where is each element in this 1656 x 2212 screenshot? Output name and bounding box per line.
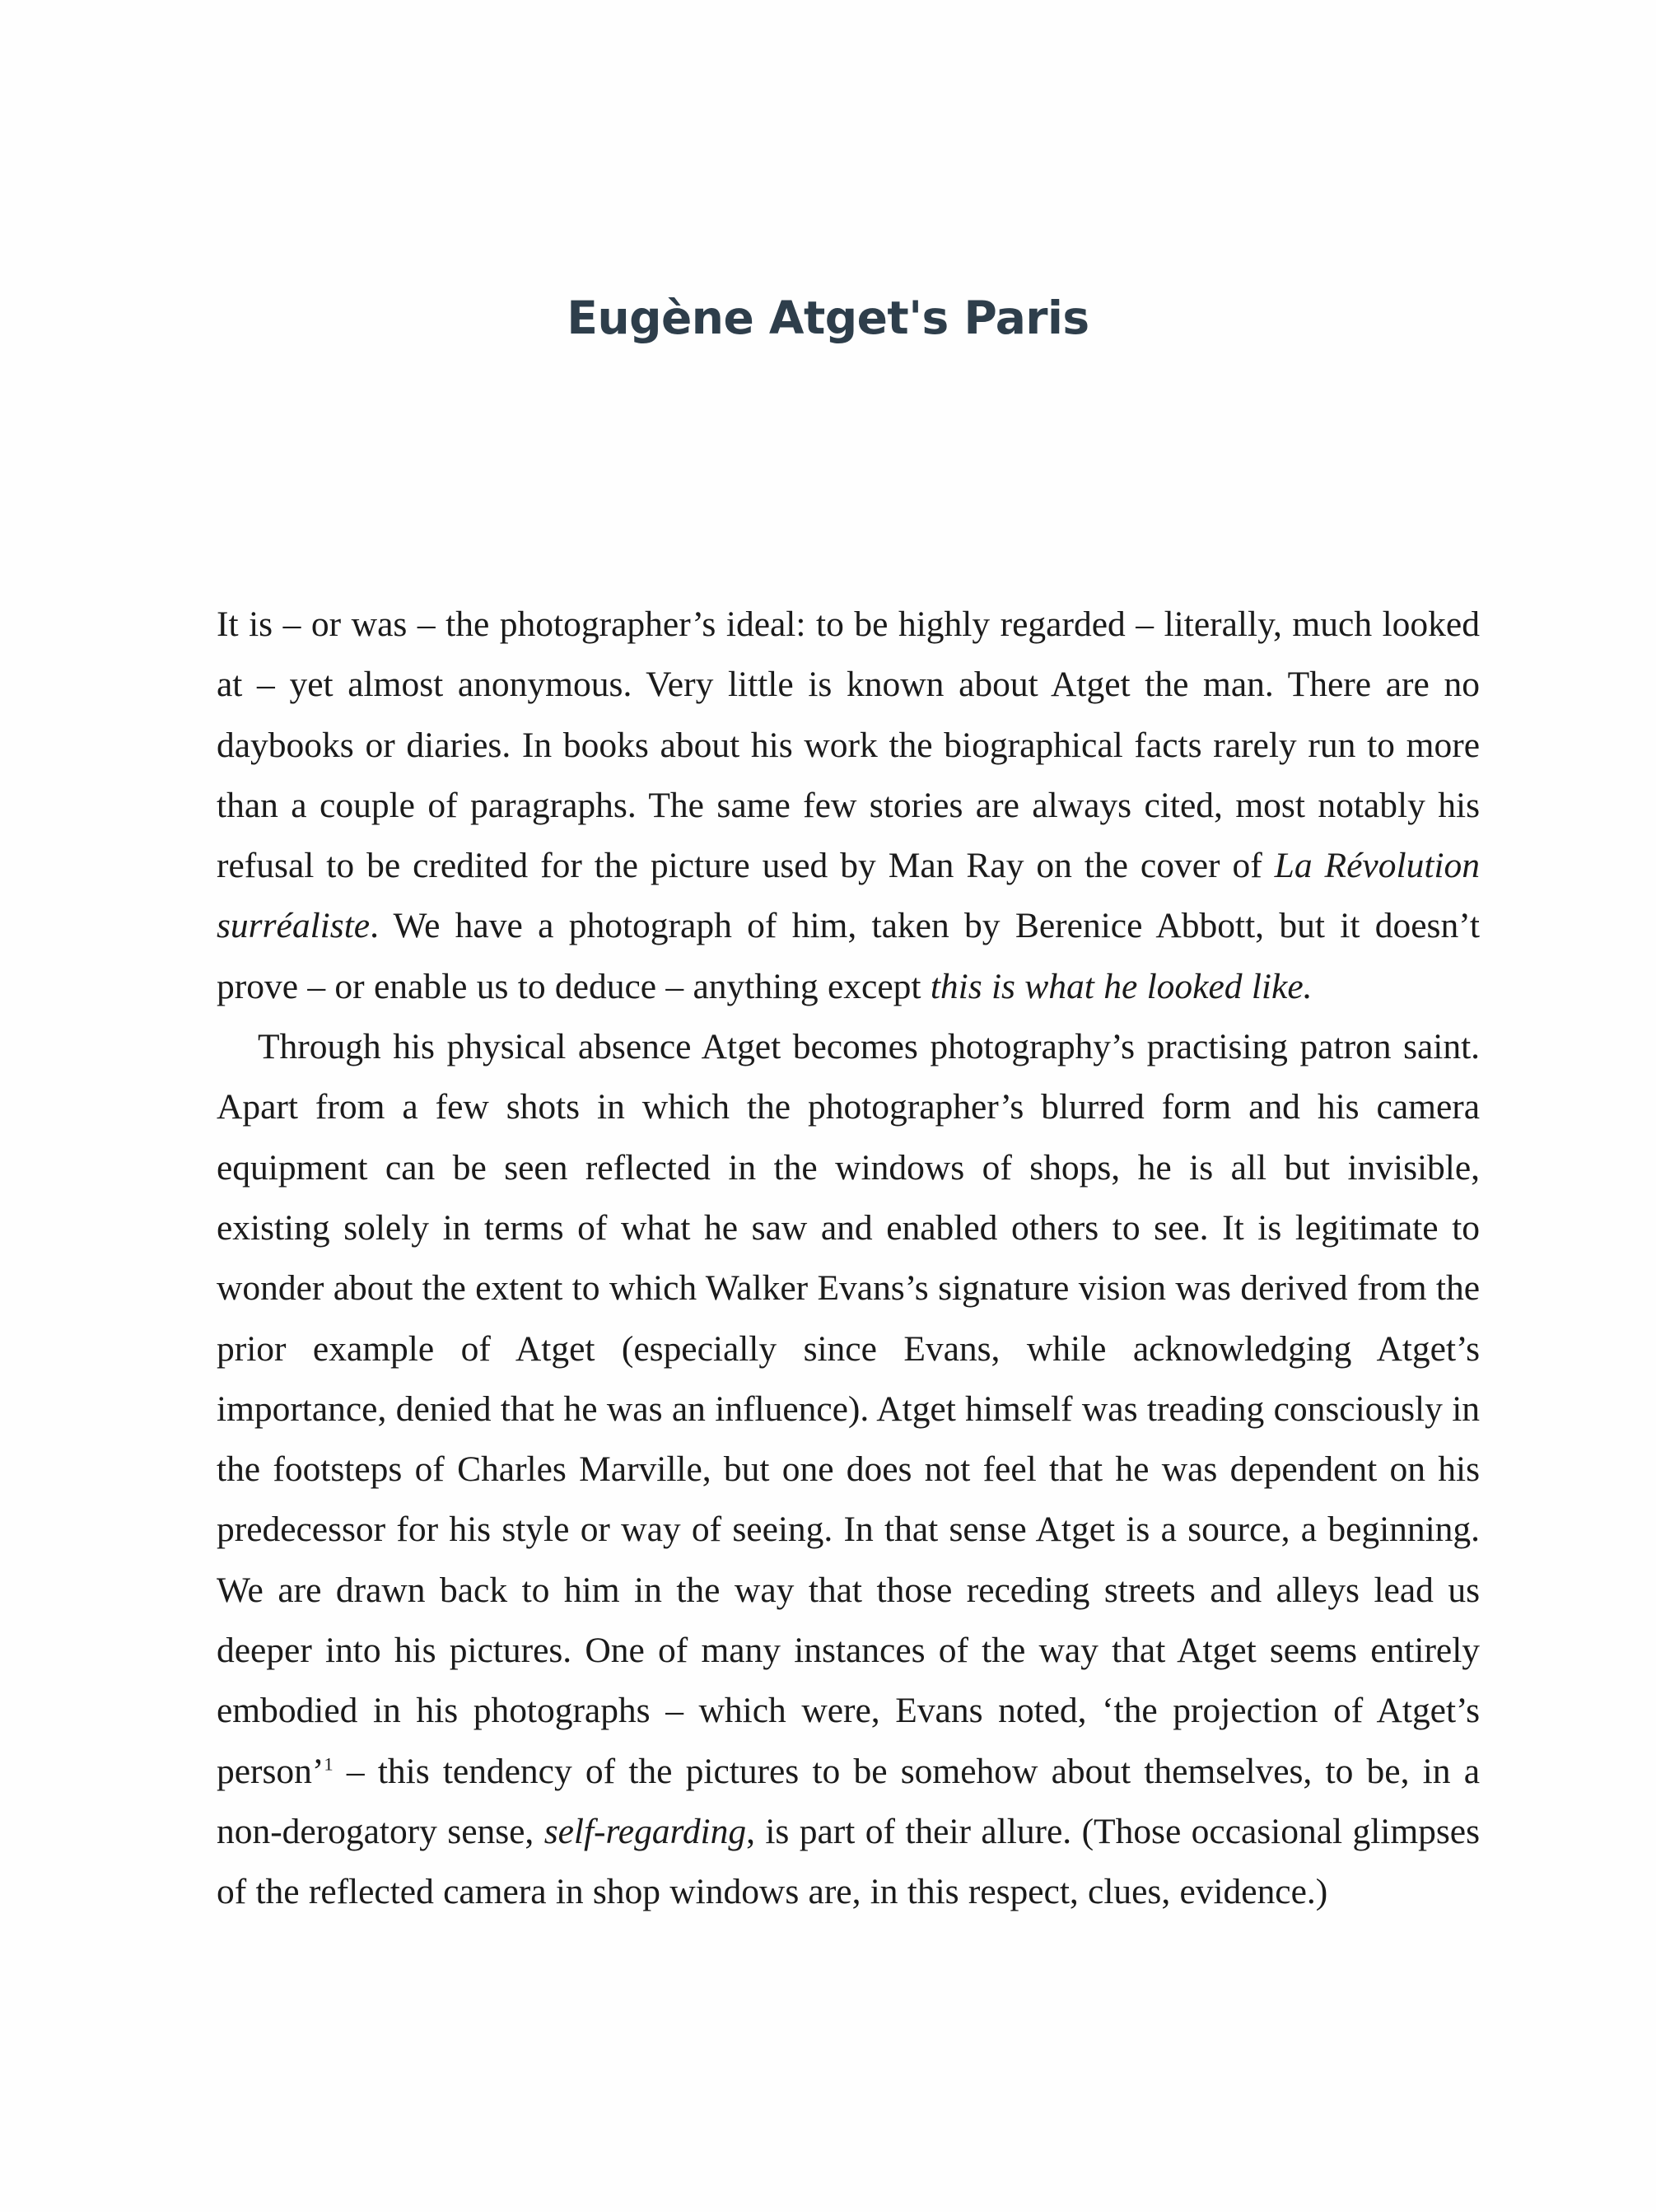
paragraph-1-segment-1: It is – or was – the photographer’s ideal: to be highly regarded – literally, much looked at – yet almost anonymous. Very little is known about Atget the man. There are no daybooks or diaries. In books about his work the biographical facts rarely run to more than a couple of paragraphs. The same few stories are always cited, most notably his refusal to be credited for the picture used by Man Ray on the cover of: [217, 604, 1480, 886]
paragraph-2-segment-2: – this tendency of the pictures to be somehow about themselves, to be, in a non-derogatory sense,: [217, 1751, 1480, 1851]
body-text-column: [217, 595, 1480, 1923]
italic-title-la-revolution-surrealiste: La Révolution surréaliste: [217, 846, 1480, 946]
paragraph-1-segment-2: . We have a photograph of him, taken by Berenice Abbott, but it doesn’t prove – or enable us to deduce – anything except: [217, 906, 1480, 1006]
paragraph-2: [217, 1017, 1480, 1922]
paragraph-1: [217, 595, 1480, 1017]
italic-phrase-this-is-what-he-looked-like: this is what he looked like.: [930, 966, 1313, 1006]
paragraph-2-segment-1: Through his physical absence Atget becomes photography’s practising patron saint. Apart from a few shots in which the photographer’s blurred form and his camera equipment can be seen reflected in the windows of shops, he is all but invisible, existing solely in terms of what he saw and enabled others to see. It is legitimate to wonder about the extent to which Walker Evans’s signature vision was derived from the prior example of Atget (especially since Evans, while acknowledging Atget’s importance, denied that he was an influence). Atget himself was treading consciously in the footsteps of Charles Marville, but one does not feel that he was dependent on his predecessor for his style or way of seeing. In that sense Atget is a source, a beginning. We are drawn back to him in the way that those receding streets and alleys lead us deeper into his pictures. One of many instances of the way that Atget seems entirely embodied in his photographs – which were, Evans noted, ‘the projection of Atget’s person’: [217, 1027, 1480, 1791]
footnote-marker-1[interactable]: 1: [324, 1753, 334, 1775]
italic-phrase-self-regarding: self-regarding: [543, 1811, 747, 1851]
page-title: Eugène Atget's Paris: [567, 291, 1089, 344]
paragraph-2-segment-3: , is part of their allure. (Those occasional glimpses of the reflected camera in shop windows are, in this respect, clues, evidence.): [217, 1811, 1480, 1912]
